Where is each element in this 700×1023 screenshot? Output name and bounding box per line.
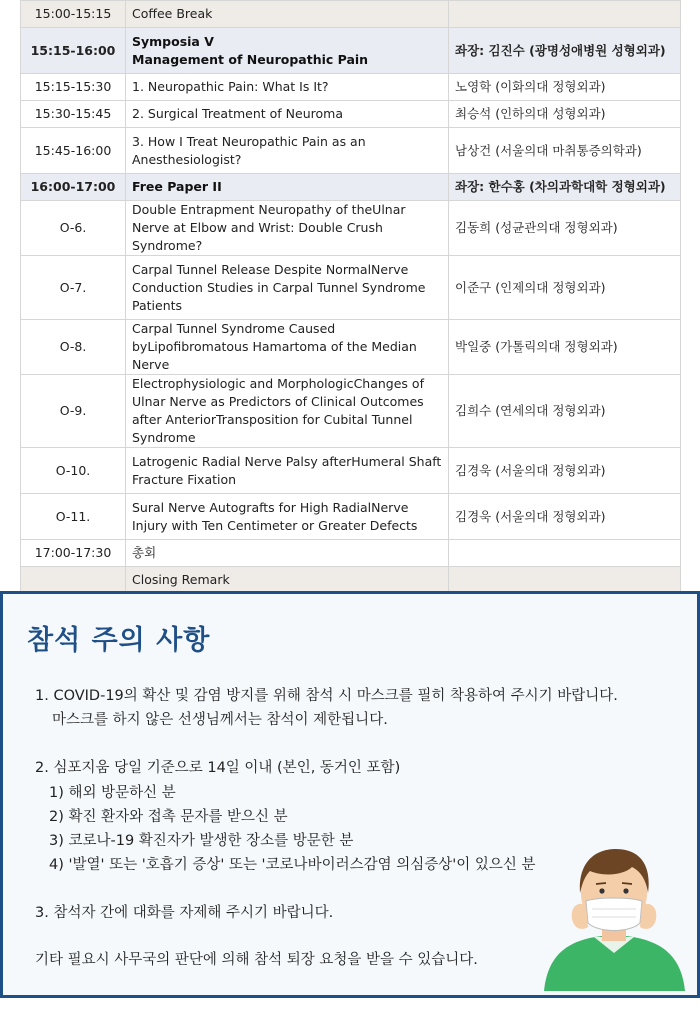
notice-item-1: 1. COVID-19의 확산 및 감염 방지를 위해 참석 시 마스크를 필히 착용하여 주시기 바랍니다. xyxy=(35,688,618,704)
time-cell: 15:00-15:15 xyxy=(21,1,126,28)
notice-footer: 기타 필요시 사무국의 판단에 의해 참석 퇴장 요청을 받을 수 있습니다. xyxy=(35,952,478,968)
chair-cell: 김희수 (연세의대 정형외과) xyxy=(449,375,681,448)
notice-item-2: 2. 심포지움 당일 기준으로 14일 이내 (본인, 동거인 포함) xyxy=(35,760,401,776)
program-row xyxy=(21,74,681,101)
notice-item-3: 3. 참석자 간에 대화를 자제해 주시기 바랍니다. xyxy=(35,905,334,921)
title-cell: Sural Nerve Autografts for High RadialNerve Injury with Ten Centimeter or Greater Defects xyxy=(126,494,449,540)
program-row xyxy=(21,201,681,256)
time-cell: 15:15-15:30 xyxy=(21,74,126,101)
title-cell: Electrophysiologic and MorphologicChanges of Ulnar Nerve as Predictors of Clinical Outcomes after AnteriorTransposition for Cubital Tunnel Syndrome xyxy=(126,375,449,448)
title-cell: Latrogenic Radial Nerve Palsy afterHumeral Shaft Fracture Fixation xyxy=(126,448,449,494)
title-cell: 2. Surgical Treatment of Neuroma xyxy=(126,101,449,128)
time-cell: 15:45-16:00 xyxy=(21,128,126,174)
chair-cell: 박일중 (가톨릭의대 정형외과) xyxy=(449,320,681,375)
time-cell: O-9. xyxy=(21,375,126,448)
chair-cell xyxy=(449,567,681,594)
chair-cell: 남상건 (서울의대 마취통증의학과) xyxy=(449,128,681,174)
program-row xyxy=(21,375,681,448)
title-cell: Carpal Tunnel Release Despite NormalNerve Conduction Studies in Carpal Tunnel Syndrome Patients xyxy=(126,256,449,320)
program-row xyxy=(21,540,681,567)
notice-item-2-sub-1: 1) 해외 방문하신 분 xyxy=(49,785,176,801)
chair-cell: 좌장: 한수홍 (차의과학대학 정형외과) xyxy=(449,174,681,201)
time-cell: 15:15-16:00 xyxy=(21,28,126,74)
program-row xyxy=(21,28,681,74)
title-cell: 1. Neuropathic Pain: What Is It? xyxy=(126,74,449,101)
chair-cell: 이준구 (인제의대 정형외과) xyxy=(449,256,681,320)
title-cell: Coffee Break xyxy=(126,1,449,28)
notice-item-2-sub-3: 3) 코로나-19 확진자가 발생한 장소를 방문한 분 xyxy=(49,833,354,849)
time-cell xyxy=(21,567,126,594)
time-cell: O-11. xyxy=(21,494,126,540)
title-cell: Free Paper II xyxy=(126,174,449,201)
title-cell: Symposia V Management of Neuropathic Pain xyxy=(126,28,449,74)
time-cell: 15:30-15:45 xyxy=(21,101,126,128)
program-row xyxy=(21,101,681,128)
chair-cell xyxy=(449,540,681,567)
program-table xyxy=(20,0,681,594)
time-cell: 16:00-17:00 xyxy=(21,174,126,201)
notice-item-2-sub-2: 2) 확진 환자와 접촉 문자를 받으신 분 xyxy=(49,809,288,825)
program-row xyxy=(21,1,681,28)
title-cell: Carpal Tunnel Syndrome Caused byLipofibromatous Hamartoma of the Median Nerve xyxy=(126,320,449,375)
title-cell: Double Entrapment Neuropathy of theUlnar Nerve at Elbow and Wrist: Double Crush Syndrome? xyxy=(126,201,449,256)
chair-cell: 김경욱 (서울의대 정형외과) xyxy=(449,494,681,540)
title-cell: Closing Remark xyxy=(126,567,449,594)
program-row xyxy=(21,320,681,375)
program-row xyxy=(21,256,681,320)
title-cell: 3. How I Treat Neuropathic Pain as an Anesthesiologist? xyxy=(126,128,449,174)
notice-item-2-sub-4: 4) '발열' 또는 '호흡기 증상' 또는 '코로나바이러스감염 의심증상'이 있으신 분 xyxy=(49,857,536,873)
time-cell: O-10. xyxy=(21,448,126,494)
program-row xyxy=(21,567,681,594)
masked-person-illustration xyxy=(542,841,687,991)
notice-title: 참석 주의 사항 xyxy=(27,625,211,656)
time-cell: 17:00-17:30 xyxy=(21,540,126,567)
chair-cell: 좌장: 김진수 (광명성애병원 성형외과) xyxy=(449,28,681,74)
chair-cell xyxy=(449,1,681,28)
time-cell: O-8. xyxy=(21,320,126,375)
program-table-body xyxy=(21,1,681,594)
program-row xyxy=(21,128,681,174)
title-cell: 총회 xyxy=(126,540,449,567)
program-row xyxy=(21,494,681,540)
program-row xyxy=(21,448,681,494)
attendance-notice-box xyxy=(0,591,700,998)
time-cell: O-7. xyxy=(21,256,126,320)
chair-cell: 김경욱 (서울의대 정형외과) xyxy=(449,448,681,494)
program-row xyxy=(21,174,681,201)
chair-cell: 김동희 (성균관의대 정형외과) xyxy=(449,201,681,256)
notice-item-1-detail: 마스크를 하지 않은 선생님께서는 참석이 제한됩니다. xyxy=(52,712,388,728)
chair-cell: 노영학 (이화의대 정형외과) xyxy=(449,74,681,101)
chair-cell: 최승석 (인하의대 성형외과) xyxy=(449,101,681,128)
time-cell: O-6. xyxy=(21,201,126,256)
